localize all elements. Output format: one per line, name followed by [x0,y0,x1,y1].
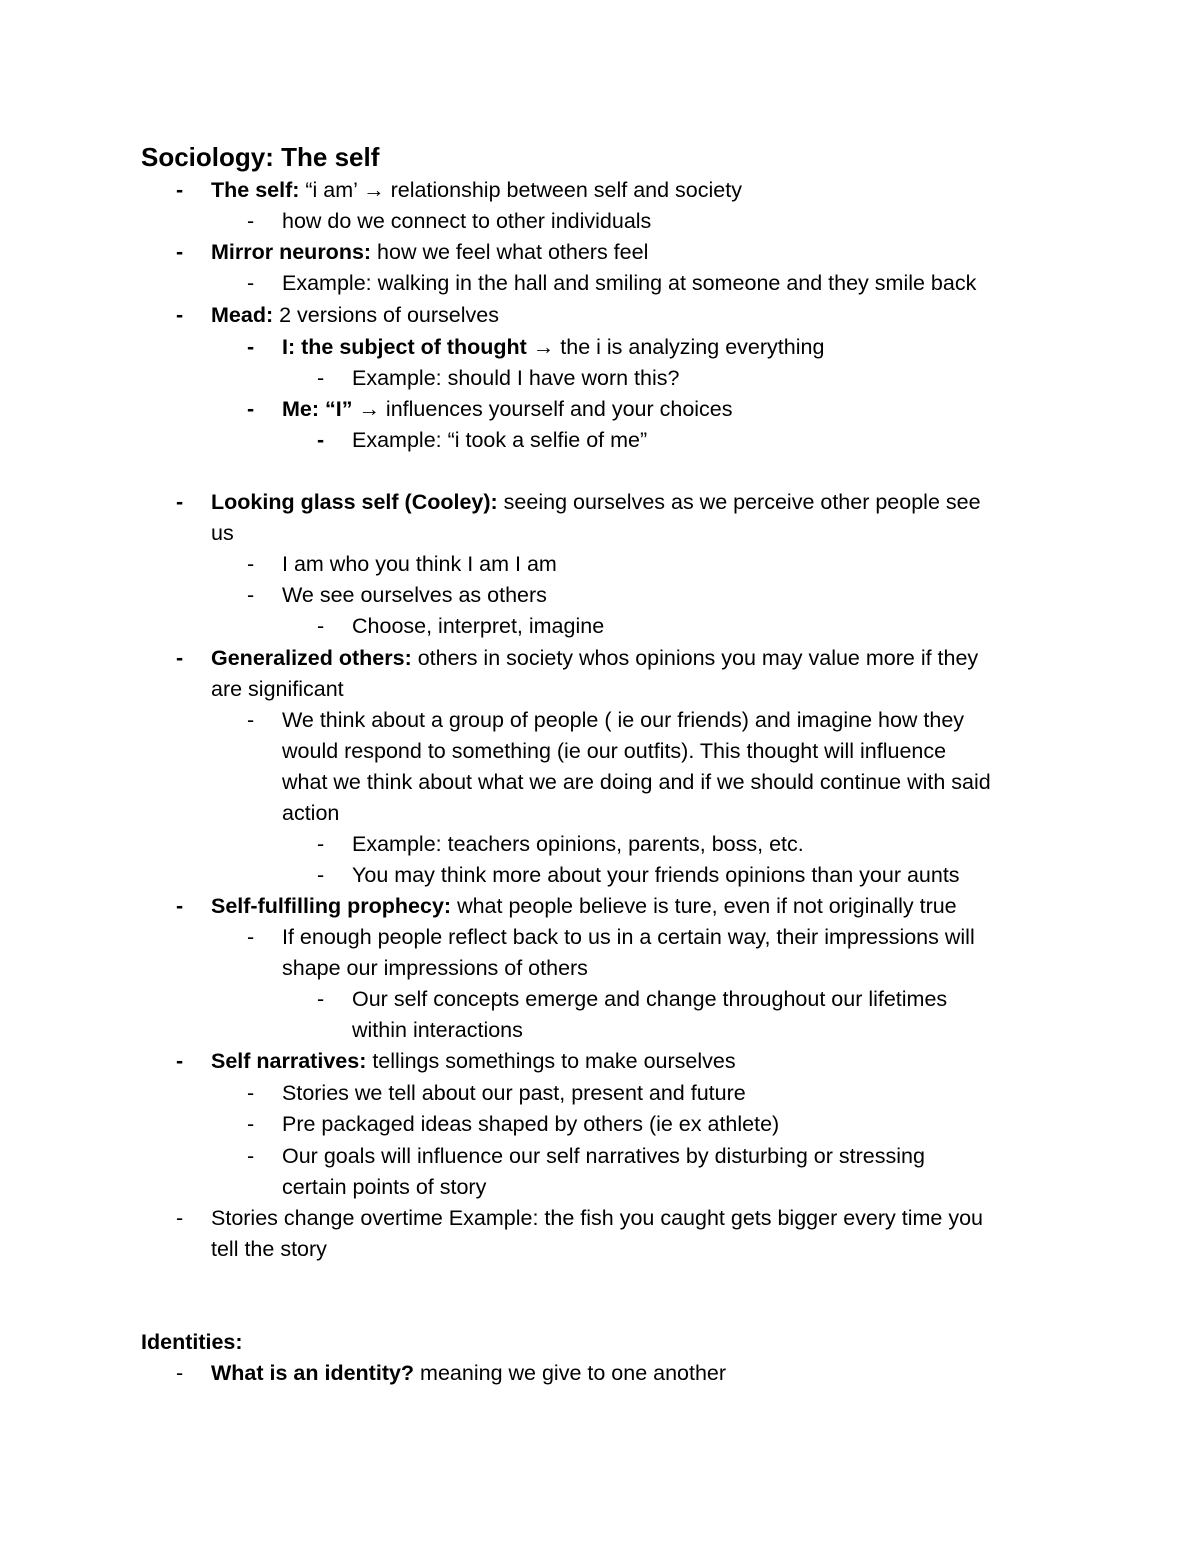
term: Mirror neurons: [211,240,372,264]
sub-bullet-continuation: certain points of story [282,1175,487,1199]
sub-sub-bullet: You may think more about your friends opinions than your aunts [352,863,960,887]
bullet-dash: - [176,894,184,918]
term: I: the subject of thought [282,335,527,359]
definition: → the i is analyzing everything [526,335,825,359]
bullet-dash: - [317,832,325,856]
sub-sub-bullet: Our self concepts emerge and change throughout our lifetimes [352,987,948,1011]
term: What is an identity? [211,1361,415,1385]
sub-bullet-continuation: action [282,801,340,825]
sub-sub-bullet-continuation: within interactions [352,1018,523,1042]
bullet-dash: - [247,1112,255,1136]
definition: meaning we give to one another [414,1361,727,1385]
bullet-dash: - [176,490,184,514]
bullet-dash: - [247,209,255,233]
bullet-dash: - [176,178,184,202]
bullet-dash: - [176,646,184,670]
bullet-dash: - [176,1206,184,1230]
bullet-dash: - [317,614,325,638]
term: The self: [211,178,300,202]
sub-bullet: Example: walking in the hall and smiling at someone and they smile back [282,271,977,295]
sub-bullet: If enough people reflect back to us in a certain way, their impressions will [282,925,975,949]
sub-bullet: We see ourselves as others [282,583,547,607]
bullet-generalized-others [211,643,978,674]
sub-sub-bullet: Example: should I have worn this? [352,366,680,390]
bullet-mead [211,300,499,331]
bullet-continuation: are significant [211,677,344,701]
bullet-dash: - [176,240,184,264]
document-title: Sociology: The self [141,142,380,172]
sub-bullet: Pre packaged ideas shaped by others (ie ex athlete) [282,1112,780,1136]
sub-bullet: I am who you think I am I am [282,552,557,576]
bullet-mirror-neurons [211,237,648,268]
bullet-dash: - [176,1049,184,1073]
bullet-dash: - [247,1144,255,1168]
bullet-what-is-identity [211,1358,726,1389]
sub-sub-bullet: Example: “i took a selfie of me” [352,428,648,452]
bullet-self [211,175,742,206]
bullet-continuation: us [211,521,234,545]
definition: influences yourself and your choices [379,397,733,421]
sub-bullet-continuation: shape our impressions of others [282,956,588,980]
sub-bullet-i [282,332,824,363]
bullet-dash: - [176,303,184,327]
sub-sub-bullet: Example: teachers opinions, parents, boss, etc. [352,832,804,856]
bullet-dash: - [247,583,255,607]
bullet-dash: - [317,863,325,887]
bullet-dash: - [176,1361,184,1385]
bullet-dash: - [317,428,325,452]
bullet-dash: - [247,708,255,732]
bullet-looking-glass [211,487,981,518]
term: Self narratives: [211,1049,367,1073]
bullet-dash: - [317,987,325,1011]
bullet-dash: - [247,552,255,576]
term: Me: “I” → [282,397,380,421]
bullet-dash: - [247,1081,255,1105]
bullet-stories: Stories change overtime Example: the fish you caught gets bigger every time you [211,1206,984,1230]
bullet-continuation: tell the story [211,1237,327,1261]
definition: others in society whos opinions you may value more if they [411,646,979,670]
definition: what people believe is ture, even if not originally true [451,894,957,918]
definition: “i am’ → relationship between self and society [299,178,742,202]
section-heading-identities: Identities: [141,1330,243,1354]
sub-bullet-me [282,394,733,425]
term: Looking glass self (Cooley): [211,490,498,514]
bullet-dash: - [247,335,255,359]
bullet-dash: - [317,366,325,390]
bullet-self-fulfilling-prophecy [211,891,957,922]
sub-bullet: how do we connect to other individuals [282,209,652,233]
sub-sub-bullet: Choose, interpret, imagine [352,614,605,638]
term: Mead: [211,303,274,327]
bullet-dash: - [247,271,255,295]
definition: seeing ourselves as we perceive other people see [497,490,981,514]
bullet-self-narratives [211,1046,736,1077]
bullet-dash: - [247,397,255,421]
definition: 2 versions of ourselves [273,303,499,327]
definition: tellings somethings to make ourselves [366,1049,736,1073]
sub-bullet: We think about a group of people ( ie our friends) and imagine how they [282,708,965,732]
sub-bullet: Our goals will influence our self narratives by disturbing or stressing [282,1144,925,1168]
sub-bullet: Stories we tell about our past, present and future [282,1081,746,1105]
sub-bullet-continuation: what we think about what we are doing and if we should continue with said [282,770,991,794]
term: Self-fulfilling prophecy: [211,894,452,918]
term: Generalized others: [211,646,412,670]
bullet-dash: - [247,925,255,949]
definition: how we feel what others feel [371,240,649,264]
sub-bullet-continuation: would respond to something (ie our outfits). This thought will influence [282,739,947,763]
